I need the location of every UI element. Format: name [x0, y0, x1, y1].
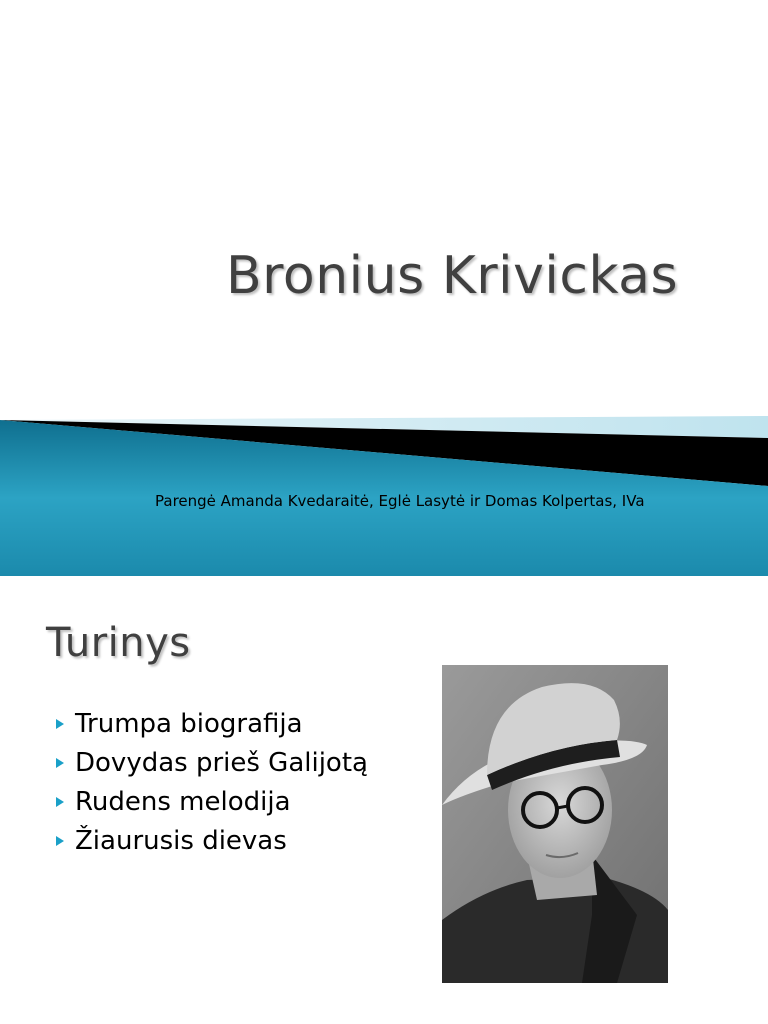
slide-subtitle-authors: Parengė Amanda Kvedaraitė, Eglė Lasytė ir Domas Kolpertas, IVa	[155, 492, 645, 510]
list-item-label: Rudens melodija	[75, 786, 291, 817]
list-item-label: Žiaurusis dievas	[75, 825, 287, 856]
contents-heading: Turinys	[46, 620, 191, 666]
triangle-right-icon	[56, 758, 64, 768]
triangle-right-icon	[56, 836, 64, 846]
triangle-right-icon	[56, 719, 64, 729]
list-item-label: Trumpa biografija	[75, 708, 303, 739]
slide-title: Bronius Krivickas	[226, 246, 679, 306]
list-item	[56, 821, 368, 860]
list-item	[56, 704, 368, 743]
triangle-right-icon	[56, 797, 64, 807]
list-item	[56, 743, 368, 782]
portrait-photo	[442, 665, 668, 983]
contents-list	[56, 704, 368, 860]
list-item	[56, 782, 368, 821]
list-item-label: Dovydas prieš Galijotą	[75, 747, 368, 778]
contents-slide	[0, 576, 768, 1024]
